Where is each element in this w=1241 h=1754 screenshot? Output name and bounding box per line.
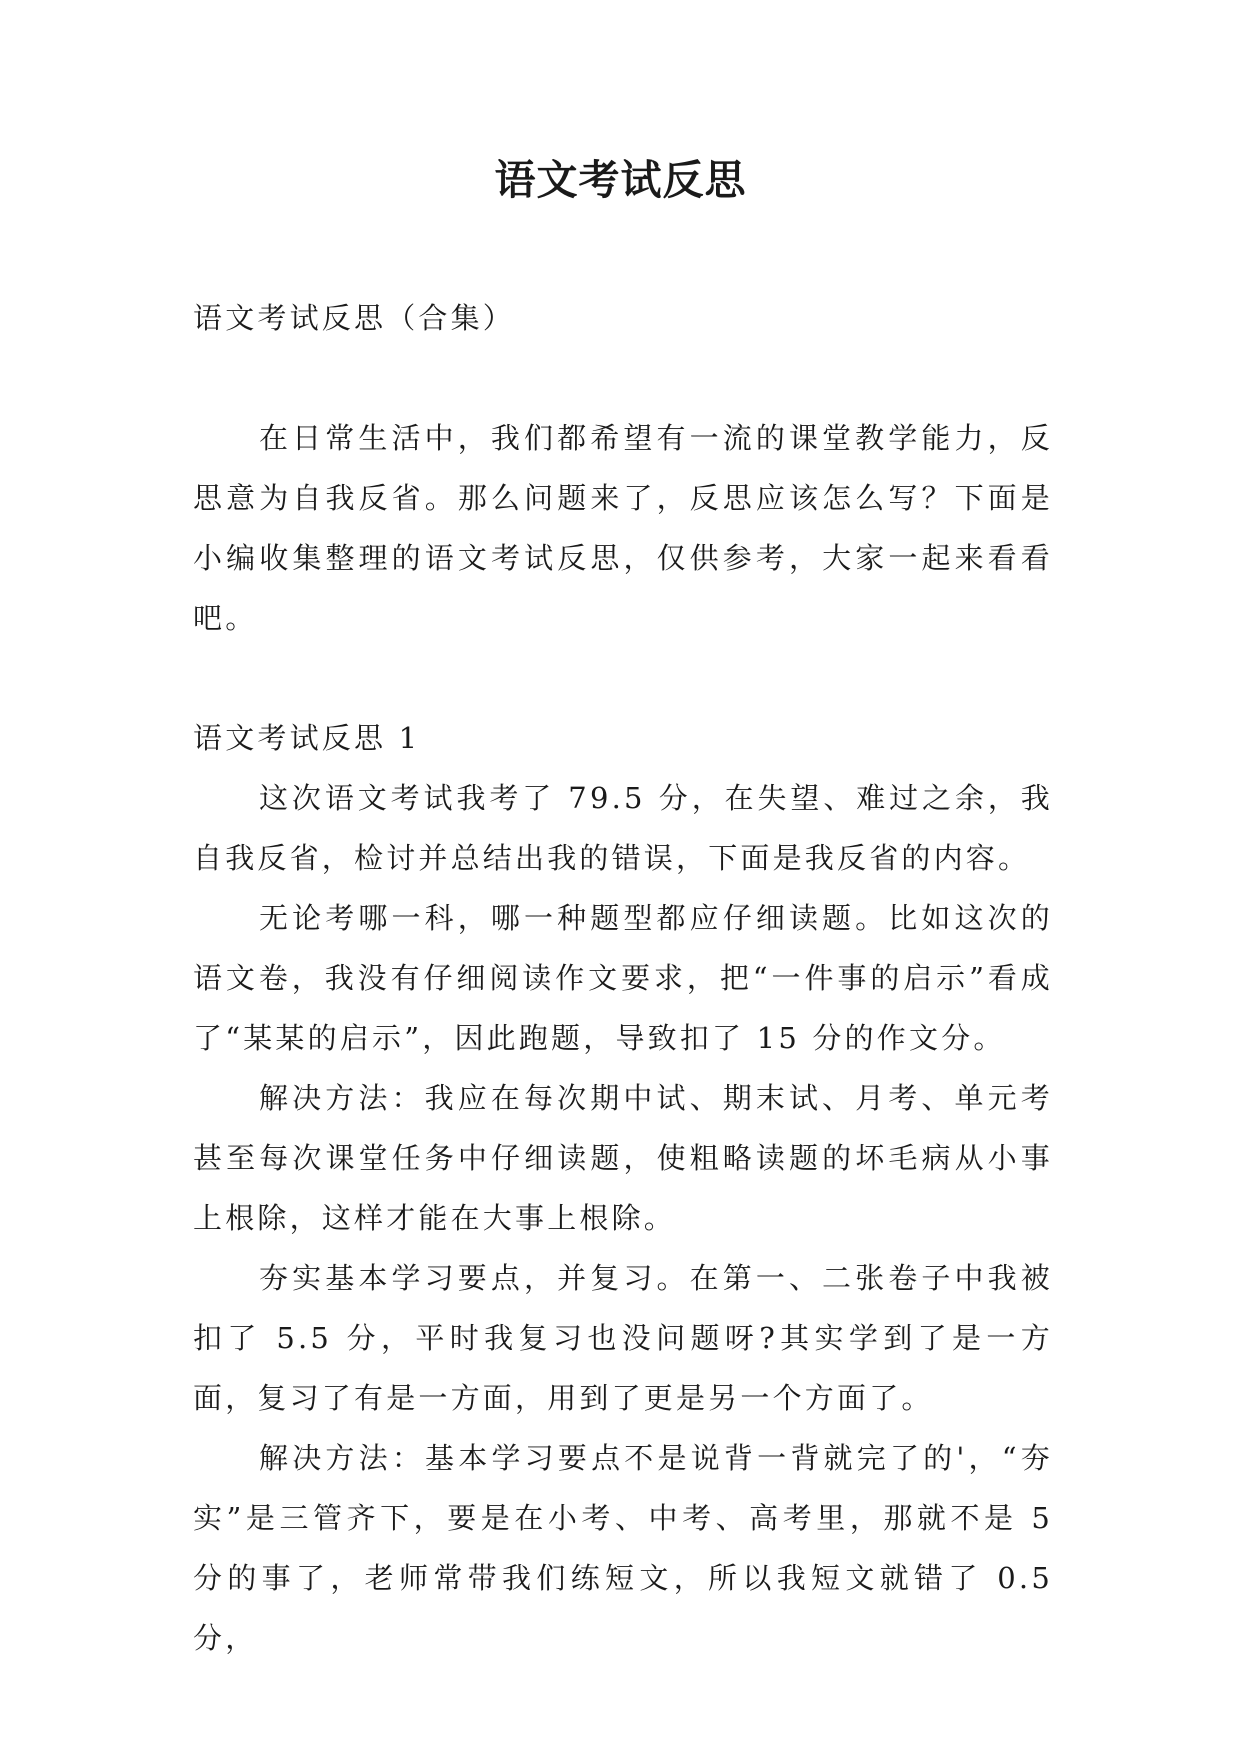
- document-body: [193, 288, 1053, 1668]
- body-paragraph: 这次语文考试我考了 79.5 分，在失望、难过之余，我自我反省，检讨并总结出我的错误，下面是我反省的内容。: [193, 781, 1053, 875]
- body-paragraph: 无论考哪一科，哪一种题型都应仔细读题。比如这次的语文卷，我没有仔细阅读作文要求，把“一件事的启示”看成了“某某的启示”，因此跑题，导致扣了 15 分的作文分。: [193, 901, 1053, 1055]
- body-paragraph: 夯实基本学习要点，并复习。在第一、二张卷子中我被扣了 5.5 分，平时我复习也没问题呀?其实学到了是一方面，复习了有是一方面，用到了更是另一个方面了。: [193, 1261, 1053, 1415]
- document-title: 语文考试反思: [494, 156, 747, 204]
- body-paragraph: 解决方法：我应在每次期中试、期末试、月考、单元考甚至每次课堂任务中仔细读题，使粗略读题的坏毛病从小事上根除，这样才能在大事上根除。: [193, 1081, 1053, 1235]
- document-subtitle: 语文考试反思（合集）: [193, 301, 516, 335]
- body-paragraph: 解决方法：基本学习要点不是说背一背就完了的'，“夯实”是三管齐下，要是在小考、中考、高考里，那就不是 5 分的事了，老师常带我们练短文，所以我短文就错了 0.5 分，: [193, 1441, 1053, 1655]
- section-heading: 语文考试反思 1: [193, 721, 421, 755]
- intro-paragraph: 在日常生活中，我们都希望有一流的课堂教学能力，反思意为自我反省。那么问题来了，反思应该怎么写？下面是小编收集整理的语文考试反思，仅供参考，大家一起来看看吧。: [193, 421, 1053, 635]
